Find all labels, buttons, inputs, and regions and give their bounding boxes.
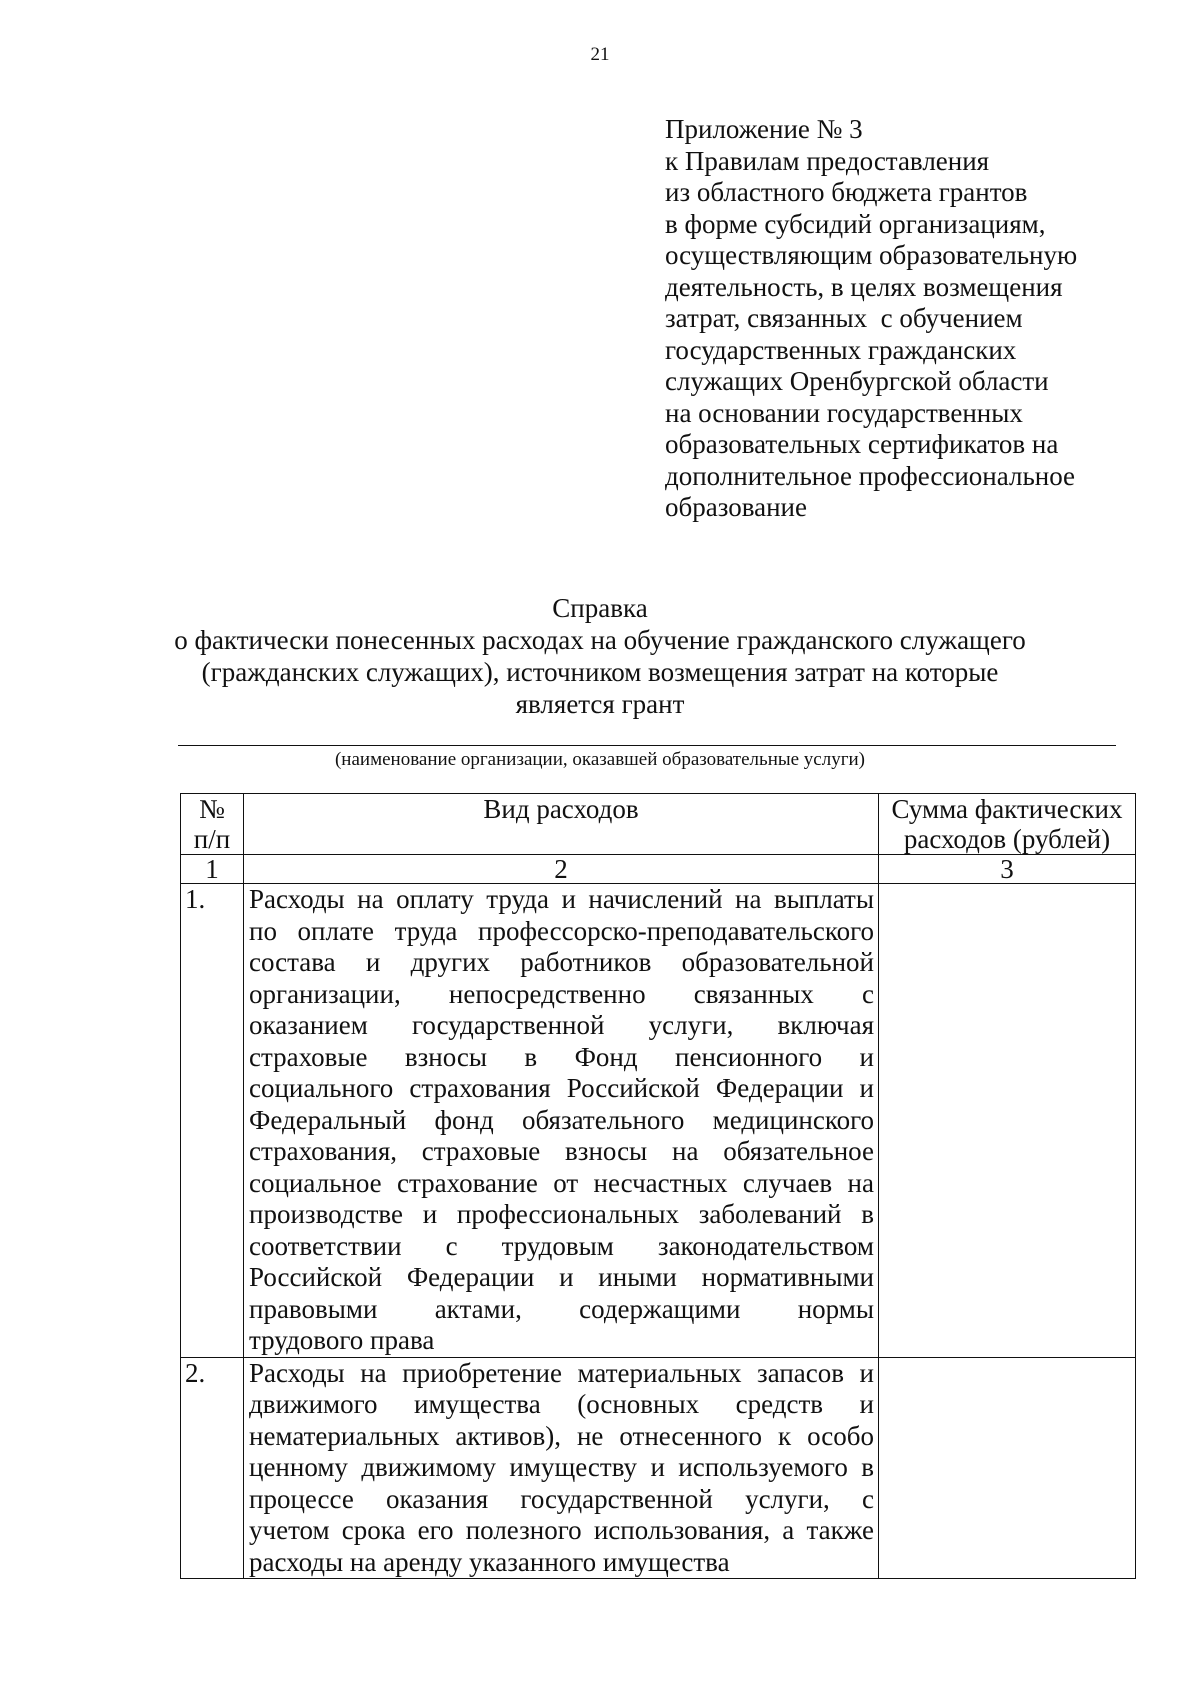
description-line: движимого имущества (основных средств и xyxy=(249,1389,874,1419)
appendix-line: осуществляющим образовательную xyxy=(665,240,1078,270)
description-line: Федеральный фонд обязательного медицинского xyxy=(249,1104,874,1135)
organization-name-line xyxy=(178,745,1116,746)
appendix-line: на основании государственных xyxy=(665,397,1023,428)
description-line: страхования, страховые взносы на обязательное xyxy=(249,1136,874,1166)
appendix-line: из областного бюджета грантов xyxy=(665,177,1028,207)
title-line-1: о фактически понесенных расходах на обучение гражданского служащего xyxy=(174,625,1026,655)
appendix-line: образовательных сертификатов на xyxy=(665,429,1059,459)
description-line: оказанием государственной услуги, включая xyxy=(249,1010,874,1040)
description-line: по оплате труда профессорско-преподавательского xyxy=(249,915,874,946)
header-num-line-2: п/п xyxy=(193,824,231,854)
title-line-3: является грант xyxy=(515,689,685,719)
description-line: социальное страхование от несчастных случаев на xyxy=(249,1167,874,1198)
expenses-table xyxy=(180,793,1136,1579)
description-line: учетом срока его полезного использования, а также xyxy=(249,1515,874,1545)
document-title xyxy=(0,592,1200,720)
header-sum-line-1: Сумма фактических xyxy=(891,794,1123,824)
description-line: состава и других работников образовательной xyxy=(249,947,874,977)
appendix-line: деятельность, в целях возмещения xyxy=(665,271,1063,302)
description-line: Расходы на приобретение материальных запасов и xyxy=(249,1357,874,1388)
column-number: 3 xyxy=(879,855,1136,884)
page-number: 21 xyxy=(590,44,610,65)
organization-caption: (наименование организации, оказавшей образовательные услуги) xyxy=(334,749,866,770)
appendix-line: дополнительное профессиональное xyxy=(665,460,1076,491)
appendix-line: Приложение № 3 xyxy=(665,114,863,144)
appendix-line: затрат, связанных с обучением xyxy=(665,303,1023,333)
header-num-line-1: № xyxy=(199,794,225,824)
header-type-label: Вид расходов xyxy=(483,794,639,824)
description-line: соответствии с трудовым законодательством xyxy=(249,1230,874,1261)
appendix-line: к Правилам предоставления xyxy=(665,145,990,176)
row-description xyxy=(244,1357,879,1579)
appendix-line: служащих Оренбургской области xyxy=(665,366,1049,396)
description-line: социального страхования Российской Федерации и xyxy=(249,1073,874,1103)
row-number: 2. xyxy=(181,1357,244,1579)
row-description xyxy=(244,884,879,1358)
row-sum-cell xyxy=(879,884,1136,1358)
header-num xyxy=(181,794,244,855)
column-number: 2 xyxy=(244,855,879,884)
header-expense-type xyxy=(244,794,879,855)
table-header-row xyxy=(181,794,1136,855)
description-line: процессе оказания государственной услуги, с xyxy=(249,1483,874,1514)
column-number-row xyxy=(181,855,1136,884)
appendix-block xyxy=(665,114,1145,524)
appendix-line: государственных гражданских xyxy=(665,334,1017,365)
appendix-line: образование xyxy=(665,492,807,522)
row-sum-cell xyxy=(879,1357,1136,1579)
description-line: организации, непосредственно связанных с xyxy=(249,978,874,1009)
description-line: трудового права xyxy=(249,1325,435,1355)
description-line: ценному движимому имуществу и используемого в xyxy=(249,1452,874,1482)
table-row xyxy=(181,884,1136,1358)
row-number: 1. xyxy=(181,884,244,1358)
description-line: Расходы на оплату труда и начислений на выплаты xyxy=(249,884,874,914)
description-line: правовыми актами, содержащими нормы xyxy=(249,1293,874,1324)
header-actual-sum xyxy=(879,794,1136,855)
column-number: 1 xyxy=(181,855,244,884)
description-line: Российской Федерации и иными нормативными xyxy=(249,1262,874,1292)
description-line: нематериальных активов), не отнесенного к особо xyxy=(249,1420,874,1451)
appendix-line: в форме субсидий организациям, xyxy=(665,208,1046,239)
title-heading: Справка xyxy=(552,593,648,623)
description-line: страховые взносы в Фонд пенсионного и xyxy=(249,1041,874,1072)
description-line: расходы на аренду указанного имущества xyxy=(249,1546,730,1577)
header-sum-line-2: расходов (рублей) xyxy=(903,824,1111,854)
description-line: производстве и профессиональных заболеваний в xyxy=(249,1199,874,1229)
table-row xyxy=(181,1357,1136,1579)
title-line-2: (гражданских служащих), источником возмещения затрат на которые xyxy=(201,657,999,687)
